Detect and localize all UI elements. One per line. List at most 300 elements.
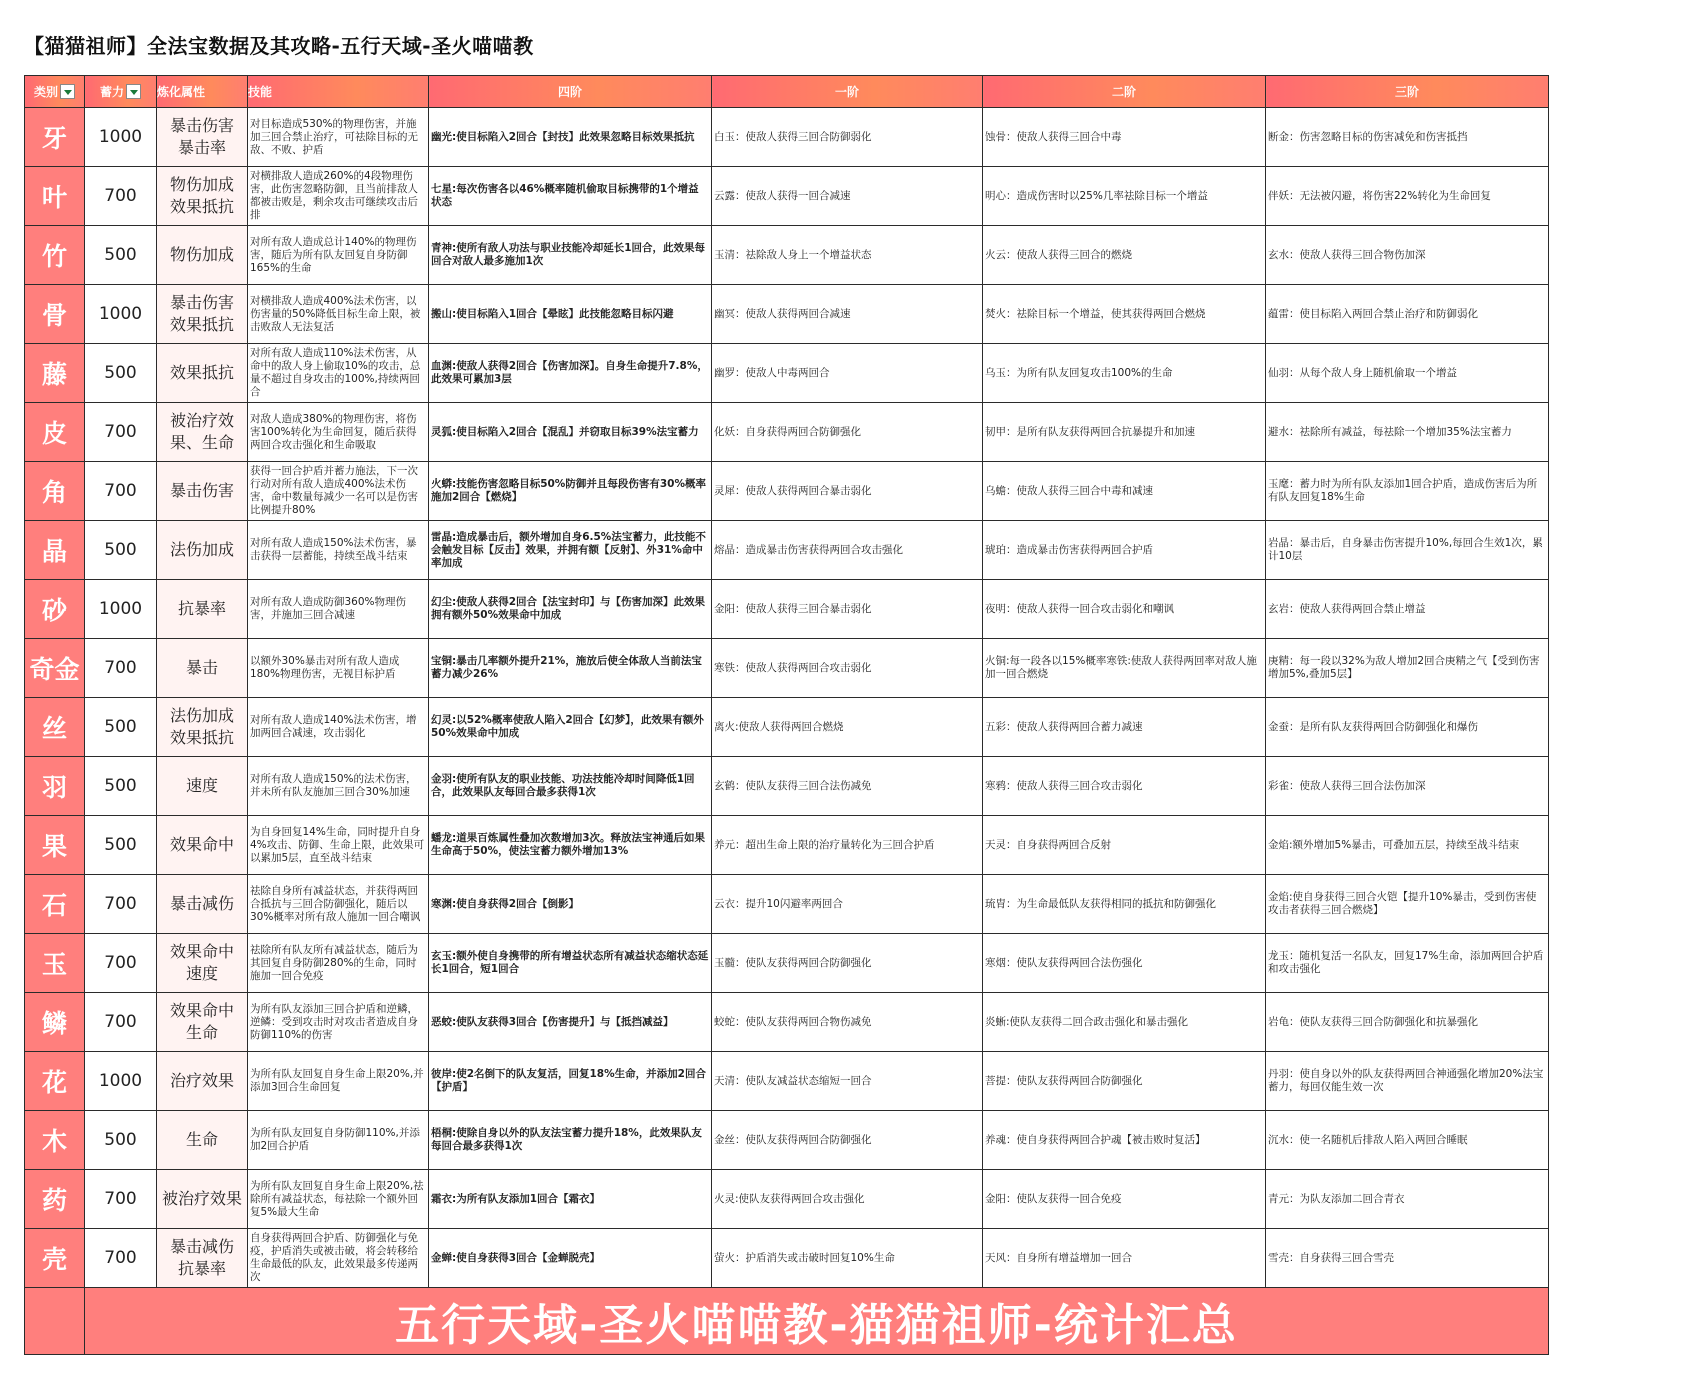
skill-cell[interactable] — [248, 1111, 429, 1170]
tier4-cell[interactable] — [429, 285, 712, 344]
skill-cell[interactable] — [248, 698, 429, 757]
power-cell-text: 500 — [104, 717, 137, 737]
tier4-cell-text: 幽光:使目标陷入2回合【封技】此效果忽略目标效果抵抗 — [431, 130, 695, 143]
treasure-data-table — [24, 75, 1549, 1355]
tier3-cell[interactable] — [1266, 934, 1549, 993]
tier1-cell[interactable] — [712, 993, 983, 1052]
tier1-cell[interactable] — [712, 816, 983, 875]
tier3-cell[interactable] — [1266, 462, 1549, 521]
tier1-cell-text: 玉清：祛除敌人身上一个增益状态 — [714, 248, 872, 261]
power-cell[interactable] — [85, 226, 157, 285]
power-cell[interactable] — [85, 167, 157, 226]
power-cell[interactable] — [85, 698, 157, 757]
tier3-cell[interactable] — [1266, 1229, 1549, 1288]
skill-cell-text: 为所有队友添加三回合护盾和逆鳞，逆鳞：受到攻击时对攻击者造成自身防御110%的伤害 — [250, 1002, 418, 1041]
power-cell-text: 700 — [104, 1189, 137, 1209]
tier1-cell[interactable] — [712, 462, 983, 521]
power-cell[interactable] — [85, 403, 157, 462]
header-tier4[interactable]: 四阶 — [429, 76, 712, 108]
treasure-name-cell[interactable] — [25, 934, 85, 993]
tier1-cell-text: 化妖：自身获得两回合防御强化 — [714, 425, 861, 438]
skill-cell-text: 自身获得两回合护盾、防御强化与免疫，护盾消失或被击破，将会转移给生命最低的队友，此效果最多传递两次 — [250, 1232, 418, 1283]
refine-attr-cell[interactable] — [157, 875, 248, 934]
skill-cell-text: 对所有敌人造成总计140%的物理伤害，随后为所有队友回复自身防御165%的生命 — [250, 235, 417, 274]
refine-attr-cell-text-2: 暴击率 — [177, 138, 226, 157]
tier1-cell[interactable] — [712, 167, 983, 226]
treasure-name-cell[interactable] — [25, 1229, 85, 1288]
tier4-cell-text: 幻尘:使敌人获得2回合【法宝封印】与【伤害加深】此效果拥有额外50%效果命中加成 — [431, 596, 706, 621]
tier3-cell-text: 玄岩：使敌人获得两回合禁止增益 — [1268, 602, 1426, 615]
skill-cell[interactable] — [248, 934, 429, 993]
tier4-cell-text: 彼岸:使2名倒下的队友复活，回复18%生命，并添加2回合【护盾】 — [431, 1068, 706, 1093]
treasure-name-cell[interactable] — [25, 226, 85, 285]
dropdown-filter-icon[interactable] — [126, 84, 141, 99]
tier1-cell-text: 熔晶：造成暴击伤害获得两回合攻击强化 — [714, 543, 903, 556]
tier3-cell[interactable] — [1266, 639, 1549, 698]
skill-cell[interactable] — [248, 108, 429, 167]
skill-cell[interactable] — [248, 1229, 429, 1288]
tier2-cell-text: 金阳：使队友获得一回合免疫 — [985, 1192, 1122, 1205]
header-row — [25, 76, 1549, 108]
power-cell-text: 500 — [104, 1130, 137, 1150]
tier2-cell[interactable] — [983, 1111, 1266, 1170]
tier2-cell[interactable] — [983, 757, 1266, 816]
table-row — [25, 167, 1549, 226]
refine-attr-cell-text-2: 效果抵抗 — [169, 197, 234, 216]
table-row — [25, 993, 1549, 1052]
treasure-name-cell[interactable] — [25, 698, 85, 757]
power-cell-text: 500 — [104, 776, 137, 796]
header-attr[interactable]: 炼化属性 — [157, 76, 248, 108]
summary-banner[interactable]: 五行天域-圣火喵喵教-猫猫祖师-统计汇总 — [85, 1288, 1549, 1355]
skill-cell[interactable] — [248, 580, 429, 639]
tier3-cell[interactable] — [1266, 1111, 1549, 1170]
power-cell[interactable] — [85, 875, 157, 934]
table-row — [25, 226, 1549, 285]
tier4-cell[interactable] — [429, 1229, 712, 1288]
tier2-cell-text: 寒鸦：使敌人获得三回合攻击弱化 — [985, 779, 1143, 792]
refine-attr-cell-text: 暴击伤害 — [169, 481, 234, 500]
power-cell-text: 500 — [104, 245, 137, 265]
refine-attr-cell-text-2: 效果抵抗 — [169, 315, 234, 334]
table-row — [25, 639, 1549, 698]
table-row — [25, 462, 1549, 521]
tier1-cell[interactable] — [712, 1229, 983, 1288]
footer-row — [25, 1288, 1549, 1355]
refine-attr-cell[interactable] — [157, 285, 248, 344]
power-cell-text: 500 — [104, 835, 137, 855]
tier3-cell[interactable] — [1266, 285, 1549, 344]
tier4-cell[interactable] — [429, 403, 712, 462]
refine-attr-cell[interactable] — [157, 757, 248, 816]
refine-attr-cell[interactable] — [157, 816, 248, 875]
refine-attr-cell[interactable] — [157, 639, 248, 698]
tier4-cell[interactable] — [429, 462, 712, 521]
table-body — [25, 108, 1549, 1288]
table-row — [25, 757, 1549, 816]
refine-attr-cell-text-1: 法伤加成 — [169, 706, 234, 725]
tier4-cell-text: 金蝉:使自身获得3回合【金蝉脱壳】 — [431, 1251, 601, 1264]
tier3-cell-text: 仙羽：从每个敌人身上随机偷取一个增益 — [1268, 366, 1457, 379]
power-cell-text: 700 — [104, 894, 137, 914]
tier4-cell[interactable] — [429, 521, 712, 580]
tier2-cell-text: 天灵：自身获得两回合反射 — [985, 838, 1111, 851]
table-row — [25, 1111, 1549, 1170]
tier4-cell[interactable] — [429, 167, 712, 226]
power-cell-text: 1000 — [98, 304, 143, 324]
power-cell[interactable] — [85, 1170, 157, 1229]
tier2-cell[interactable] — [983, 934, 1266, 993]
treasure-name-cell[interactable] — [25, 462, 85, 521]
table-row — [25, 521, 1549, 580]
tier4-cell-text: 搬山:使目标陷入1回合【晕眩】此技能忽略目标闪避 — [431, 307, 674, 320]
refine-attr-cell[interactable] — [157, 698, 248, 757]
tier2-cell-text: 明心：造成伤害时以25%几率祛除目标一个增益 — [985, 189, 1208, 202]
table-row — [25, 108, 1549, 167]
tier1-cell[interactable] — [712, 875, 983, 934]
tier2-cell-text: 炎蜥:使队友获得二回合政击强化和暴击强化 — [985, 1015, 1189, 1028]
tier1-cell[interactable] — [712, 934, 983, 993]
tier3-cell-text: 庚精：每一段以32%为敌人增加2回合庚精之气【受到伤害增加5%,叠加5层】 — [1268, 655, 1540, 680]
tier1-cell[interactable] — [712, 285, 983, 344]
treasure-name-cell[interactable] — [25, 108, 85, 167]
treasure-name-cell[interactable] — [25, 521, 85, 580]
skill-cell-text: 祛除自身所有减益状态，并获得两回合抵抗与三回合防御强化，随后以30%概率对所有敌人施加一回合嘲讽 — [250, 884, 421, 923]
treasure-name-cell[interactable] — [25, 639, 85, 698]
tier2-cell-text: 琉胄：为生命最低队友获得相同的抵抗和防御强化 — [985, 897, 1216, 910]
skill-cell-text: 为所有队友回复自身生命上限20%,祛除所有减益状态，每祛除一个额外回复5%最大生命 — [250, 1179, 424, 1218]
tier2-cell[interactable] — [983, 1229, 1266, 1288]
tier2-cell[interactable] — [983, 344, 1266, 403]
dropdown-filter-icon[interactable] — [60, 84, 75, 99]
power-cell-text: 500 — [104, 363, 137, 383]
power-cell[interactable] — [85, 1111, 157, 1170]
treasure-name-cell-text: 果 — [41, 832, 67, 861]
tier3-cell[interactable] — [1266, 580, 1549, 639]
tier3-cell[interactable] — [1266, 108, 1549, 167]
tier2-cell[interactable] — [983, 1052, 1266, 1111]
tier4-cell[interactable] — [429, 226, 712, 285]
tier1-cell[interactable] — [712, 1052, 983, 1111]
tier4-cell[interactable] — [429, 698, 712, 757]
skill-cell[interactable] — [248, 993, 429, 1052]
treasure-name-cell[interactable] — [25, 757, 85, 816]
tier1-cell-text: 天清：使队友减益状态缩短一回合 — [714, 1074, 872, 1087]
refine-attr-cell-text: 被治疗效果 — [161, 1189, 242, 1208]
header-power[interactable] — [85, 76, 157, 108]
tier4-cell[interactable] — [429, 993, 712, 1052]
treasure-name-cell[interactable] — [25, 1052, 85, 1111]
tier3-cell-text: 玄水：使敌人获得三回合物伤加深 — [1268, 248, 1426, 261]
tier3-cell[interactable] — [1266, 403, 1549, 462]
tier2-cell-text: 五彩：使敌人获得两回合蓄力减速 — [985, 720, 1143, 733]
tier2-cell-text: 火铜:每一段各以15%概率寒铁:使敌人获得两回率对敌人施加一回合燃烧 — [985, 655, 1257, 680]
tier2-cell-text: 天风：自身所有增益增加一回合 — [985, 1251, 1132, 1264]
power-cell-text: 1000 — [98, 599, 143, 619]
tier3-cell[interactable] — [1266, 875, 1549, 934]
power-cell[interactable] — [85, 108, 157, 167]
refine-attr-cell[interactable] — [157, 226, 248, 285]
treasure-name-cell-text: 鳞 — [41, 1009, 67, 1038]
tier4-cell-text: 蟠龙:道果百炼属性叠加次数增加3次。释放法宝神通后如果生命高于50%，使法宝蓄力额外增加13% — [431, 832, 706, 857]
tier4-cell[interactable] — [429, 1052, 712, 1111]
tier4-cell[interactable] — [429, 757, 712, 816]
power-cell[interactable] — [85, 1052, 157, 1111]
tier2-cell-text: 菩提：使队友获得两回合防御强化 — [985, 1074, 1143, 1087]
treasure-name-cell[interactable] — [25, 993, 85, 1052]
refine-attr-cell-text-2: 抗暴率 — [177, 1259, 226, 1278]
skill-cell[interactable] — [248, 875, 429, 934]
tier1-cell[interactable] — [712, 639, 983, 698]
tier2-cell[interactable] — [983, 167, 1266, 226]
power-cell[interactable] — [85, 580, 157, 639]
tier3-cell[interactable] — [1266, 1170, 1549, 1229]
tier2-cell-text: 寒烟：使队友获得两回合法伤强化 — [985, 956, 1143, 969]
skill-cell-text: 为所有队友回复自身防御110%,并添加2回合护盾 — [250, 1127, 420, 1152]
skill-cell-text: 对横排敌人造成260%的4段物理伤害，此伤害忽略防御，且当前排敌人都被击败是，剩余攻击可继续攻击后排 — [250, 170, 418, 221]
tier4-cell[interactable] — [429, 934, 712, 993]
tier3-cell[interactable] — [1266, 167, 1549, 226]
treasure-name-cell[interactable] — [25, 344, 85, 403]
treasure-name-cell[interactable] — [25, 580, 85, 639]
skill-cell[interactable] — [248, 1170, 429, 1229]
refine-attr-cell[interactable] — [157, 1170, 248, 1229]
tier2-cell-text: 琥珀：造成暴击伤害获得两回合护盾 — [985, 543, 1153, 556]
treasure-name-cell[interactable] — [25, 285, 85, 344]
footer-blank-cell[interactable] — [25, 1288, 85, 1355]
tier3-cell-text: 金蚕：是所有队友获得两回合防御强化和爆伤 — [1268, 720, 1478, 733]
tier1-cell-text: 蛟蛇：使队友获得两回合物伤减免 — [714, 1015, 872, 1028]
refine-attr-cell-text: 抗暴率 — [177, 599, 226, 618]
power-cell[interactable] — [85, 639, 157, 698]
skill-cell[interactable] — [248, 167, 429, 226]
treasure-name-cell-text: 牙 — [41, 124, 67, 153]
treasure-name-cell[interactable] — [25, 403, 85, 462]
tier2-cell[interactable] — [983, 875, 1266, 934]
tier1-cell[interactable] — [712, 226, 983, 285]
treasure-name-cell-text: 花 — [41, 1068, 67, 1097]
refine-attr-cell[interactable] — [157, 1229, 248, 1288]
treasure-name-cell-text: 晶 — [41, 537, 67, 566]
tier1-cell[interactable] — [712, 521, 983, 580]
power-cell[interactable] — [85, 462, 157, 521]
treasure-name-cell[interactable] — [25, 1170, 85, 1229]
tier1-cell[interactable] — [712, 698, 983, 757]
treasure-name-cell[interactable] — [25, 1111, 85, 1170]
tier1-cell[interactable] — [712, 403, 983, 462]
tier3-cell[interactable] — [1266, 1052, 1549, 1111]
power-cell-text: 1000 — [98, 127, 143, 147]
tier3-cell[interactable] — [1266, 344, 1549, 403]
refine-attr-cell-text-2: 速度 — [185, 964, 218, 983]
tier4-cell[interactable] — [429, 875, 712, 934]
refine-attr-cell-text: 法伤加成 — [169, 540, 234, 559]
treasure-name-cell-text: 玉 — [41, 950, 67, 979]
header-skill[interactable]: 技能 — [248, 76, 429, 108]
tier4-cell-text: 血渊:使敌人获得2回合【伤害加深】。自身生命提升7.8%，此效果可累加3层 — [431, 360, 708, 385]
skill-cell-text: 对所有敌人造成150%法术伤害，暴击获得一层蓄能，持续至战斗结束 — [250, 537, 417, 562]
tier2-cell[interactable] — [983, 403, 1266, 462]
tier4-cell-text: 雷晶:造成暴击后，额外增加自身6.5%法宝蓄力，此技能不会触发目标【反击】效果，并拥有额【反射】、外31%命中率加成 — [431, 530, 706, 569]
tier2-cell[interactable] — [983, 226, 1266, 285]
table-row — [25, 934, 1549, 993]
table-row — [25, 1229, 1549, 1288]
skill-cell-text: 对横排敌人造成400%法术伤害，以伤害量的50%降低目标生命上限，被击败敌人无法复活 — [250, 294, 421, 333]
power-cell-text: 700 — [104, 481, 137, 501]
refine-attr-cell[interactable] — [157, 167, 248, 226]
tier3-cell[interactable] — [1266, 226, 1549, 285]
skill-cell-text: 为自身回复14%生命，同时提升自身4%攻击、防御、生命上限，此效果可以累加5层，直至战斗结束 — [250, 825, 425, 864]
skill-cell-text: 对所有敌人造成防御360%物理伤害，并施加三回合减速 — [250, 596, 407, 621]
header-tier1[interactable]: 一阶 — [712, 76, 983, 108]
tier2-cell[interactable] — [983, 580, 1266, 639]
skill-cell[interactable] — [248, 521, 429, 580]
tier1-cell[interactable] — [712, 344, 983, 403]
skill-cell-text: 对目标造成530%的物理伤害，并施加三回合禁止治疗，可祛除目标的无敌、不败、护盾 — [250, 117, 418, 156]
tier2-cell[interactable] — [983, 521, 1266, 580]
refine-attr-cell[interactable] — [157, 580, 248, 639]
header-power-label: 蓄力 — [99, 85, 124, 99]
tier4-cell-text: 七星:每次伤害各以46%概率随机偷取目标携带的1个增益状态 — [431, 183, 699, 208]
refine-attr-cell-text-1: 暴击减伤 — [169, 1237, 234, 1256]
skill-cell-text: 为所有队友回复自身生命上限20%,并添加3回合生命回复 — [250, 1068, 424, 1093]
tier3-cell[interactable] — [1266, 816, 1549, 875]
refine-attr-cell-text-1: 被治疗效 — [169, 411, 234, 430]
treasure-name-cell-text: 药 — [41, 1186, 67, 1215]
refine-attr-cell-text: 生命 — [185, 1130, 218, 1149]
tier4-cell[interactable] — [429, 816, 712, 875]
skill-cell[interactable] — [248, 226, 429, 285]
refine-attr-cell-text: 效果抵抗 — [169, 363, 234, 382]
tier3-cell[interactable] — [1266, 993, 1549, 1052]
power-cell[interactable] — [85, 816, 157, 875]
skill-cell[interactable] — [248, 1052, 429, 1111]
treasure-name-cell[interactable] — [25, 167, 85, 226]
skill-cell[interactable] — [248, 757, 429, 816]
tier2-cell[interactable] — [983, 462, 1266, 521]
refine-attr-cell[interactable] — [157, 344, 248, 403]
tier2-cell[interactable] — [983, 108, 1266, 167]
treasure-name-cell[interactable] — [25, 816, 85, 875]
skill-cell-text: 对敌人造成380%的物理伤害，将伤害100%转化为生命回复，随后获得两回合攻击强化和生命吸取 — [250, 412, 417, 451]
table-row — [25, 580, 1549, 639]
skill-cell-text: 获得一回合护盾并蓄力施法，下一次行动对所有敌人造成400%法术伤害，命中数量每减少一名可以是伤害比例提升80% — [250, 465, 418, 516]
table-row — [25, 344, 1549, 403]
tier4-cell-text: 玄玉:额外使自身携带的所有增益状态所有减益状态缩状态延长1回合，短1回合 — [431, 950, 709, 975]
refine-attr-cell[interactable] — [157, 934, 248, 993]
refine-attr-cell[interactable] — [157, 993, 248, 1052]
header-tier3[interactable]: 三阶 — [1266, 76, 1549, 108]
skill-cell-text: 对所有敌人造成110%法术伤害，从命中的敌人身上偷取10%的攻击，总量不超过自身攻击的100%,持续两回合 — [250, 347, 421, 398]
refine-attr-cell-text-1: 暴击伤害 — [169, 116, 234, 135]
refine-attr-cell[interactable] — [157, 1111, 248, 1170]
tier3-cell-text: 金焰:使自身获得三回合火铠【提升10%暴击，受到伤害使攻击者获得三回合燃烧】 — [1268, 891, 1537, 916]
skill-cell[interactable] — [248, 403, 429, 462]
power-cell[interactable] — [85, 285, 157, 344]
skill-cell[interactable] — [248, 462, 429, 521]
tier1-cell-text: 火灵:使队友获得两回合攻击强化 — [714, 1192, 865, 1205]
tier3-cell[interactable] — [1266, 521, 1549, 580]
tier4-cell[interactable] — [429, 1111, 712, 1170]
tier4-cell-text: 恶蛟:使队友获得3回合【伤害提升】与【抵挡减益】 — [431, 1015, 674, 1028]
treasure-name-cell[interactable] — [25, 875, 85, 934]
power-cell[interactable] — [85, 934, 157, 993]
refine-attr-cell-text-2: 果、生命 — [169, 433, 234, 452]
treasure-name-cell-text: 丝 — [41, 714, 67, 743]
header-tier2[interactable]: 二阶 — [983, 76, 1266, 108]
refine-attr-cell-text-1: 效果命中 — [169, 1001, 234, 1020]
tier4-cell-text: 寒渊:使自身获得2回合【倒影】 — [431, 897, 580, 910]
treasure-name-cell-text: 壳 — [41, 1245, 67, 1274]
refine-attr-cell-text-1: 暴击伤害 — [169, 293, 234, 312]
tier1-cell[interactable] — [712, 1111, 983, 1170]
tier3-cell-text: 岩龟：使队友获得三回合防御强化和抗暴强化 — [1268, 1015, 1478, 1028]
header-category-label: 类别 — [33, 85, 58, 99]
power-cell-text: 500 — [104, 540, 137, 560]
skill-cell-text: 祛除所有队友所有减益状态，随后为其回复自身防御280%的生命，同时施加一回合免疫 — [250, 943, 418, 982]
tier2-cell[interactable] — [983, 816, 1266, 875]
power-cell[interactable] — [85, 344, 157, 403]
tier2-cell-text: 乌玉：为所有队友回复攻击100%的生命 — [985, 366, 1173, 379]
skill-cell[interactable] — [248, 639, 429, 698]
power-cell[interactable] — [85, 993, 157, 1052]
power-cell[interactable] — [85, 521, 157, 580]
power-cell-text: 1000 — [98, 1071, 143, 1091]
refine-attr-cell-text: 物伤加成 — [169, 245, 234, 264]
tier2-cell-text: 蚀骨：使敌人获得三回合中毒 — [985, 130, 1122, 143]
tier3-cell-text: 避水：祛除所有减益，每祛除一个增加35%法宝蓄力 — [1268, 425, 1512, 438]
tier1-cell[interactable] — [712, 1170, 983, 1229]
tier3-cell[interactable] — [1266, 698, 1549, 757]
refine-attr-cell-text: 效果命中 — [169, 835, 234, 854]
tier1-cell-text: 幽冥：使敌人获得两回合减速 — [714, 307, 851, 320]
refine-attr-cell[interactable] — [157, 1052, 248, 1111]
table-row — [25, 698, 1549, 757]
tier4-cell[interactable] — [429, 344, 712, 403]
tier3-cell-text: 沉水：使一名随机后排敌人陷入两回合睡眠 — [1268, 1133, 1468, 1146]
skill-cell[interactable] — [248, 344, 429, 403]
refine-attr-cell[interactable] — [157, 521, 248, 580]
refine-attr-cell-text: 治疗效果 — [169, 1071, 234, 1090]
refine-attr-cell[interactable] — [157, 462, 248, 521]
skill-cell[interactable] — [248, 285, 429, 344]
tier2-cell[interactable] — [983, 698, 1266, 757]
tier1-cell[interactable] — [712, 580, 983, 639]
tier2-cell[interactable] — [983, 639, 1266, 698]
tier4-cell[interactable] — [429, 580, 712, 639]
skill-cell[interactable] — [248, 816, 429, 875]
refine-attr-cell[interactable] — [157, 403, 248, 462]
tier4-cell[interactable] — [429, 108, 712, 167]
tier1-cell[interactable] — [712, 757, 983, 816]
treasure-name-cell-text: 竹 — [41, 242, 67, 271]
refine-attr-cell[interactable] — [157, 108, 248, 167]
tier2-cell[interactable] — [983, 1170, 1266, 1229]
power-cell[interactable] — [85, 1229, 157, 1288]
tier4-cell[interactable] — [429, 1170, 712, 1229]
treasure-name-cell-text: 角 — [41, 478, 67, 507]
tier2-cell[interactable] — [983, 285, 1266, 344]
tier3-cell[interactable] — [1266, 757, 1549, 816]
header-category[interactable] — [25, 76, 85, 108]
tier3-cell-text: 伴妖：无法被闪避，将伤害22%转化为生命回复 — [1268, 189, 1491, 202]
tier1-cell-text: 养元：超出生命上限的治疗量转化为三回合护盾 — [714, 838, 935, 851]
tier4-cell[interactable] — [429, 639, 712, 698]
tier2-cell[interactable] — [983, 993, 1266, 1052]
tier3-cell-text: 青元：为队友添加二回合青衣 — [1268, 1192, 1405, 1205]
power-cell[interactable] — [85, 757, 157, 816]
tier1-cell[interactable] — [712, 108, 983, 167]
